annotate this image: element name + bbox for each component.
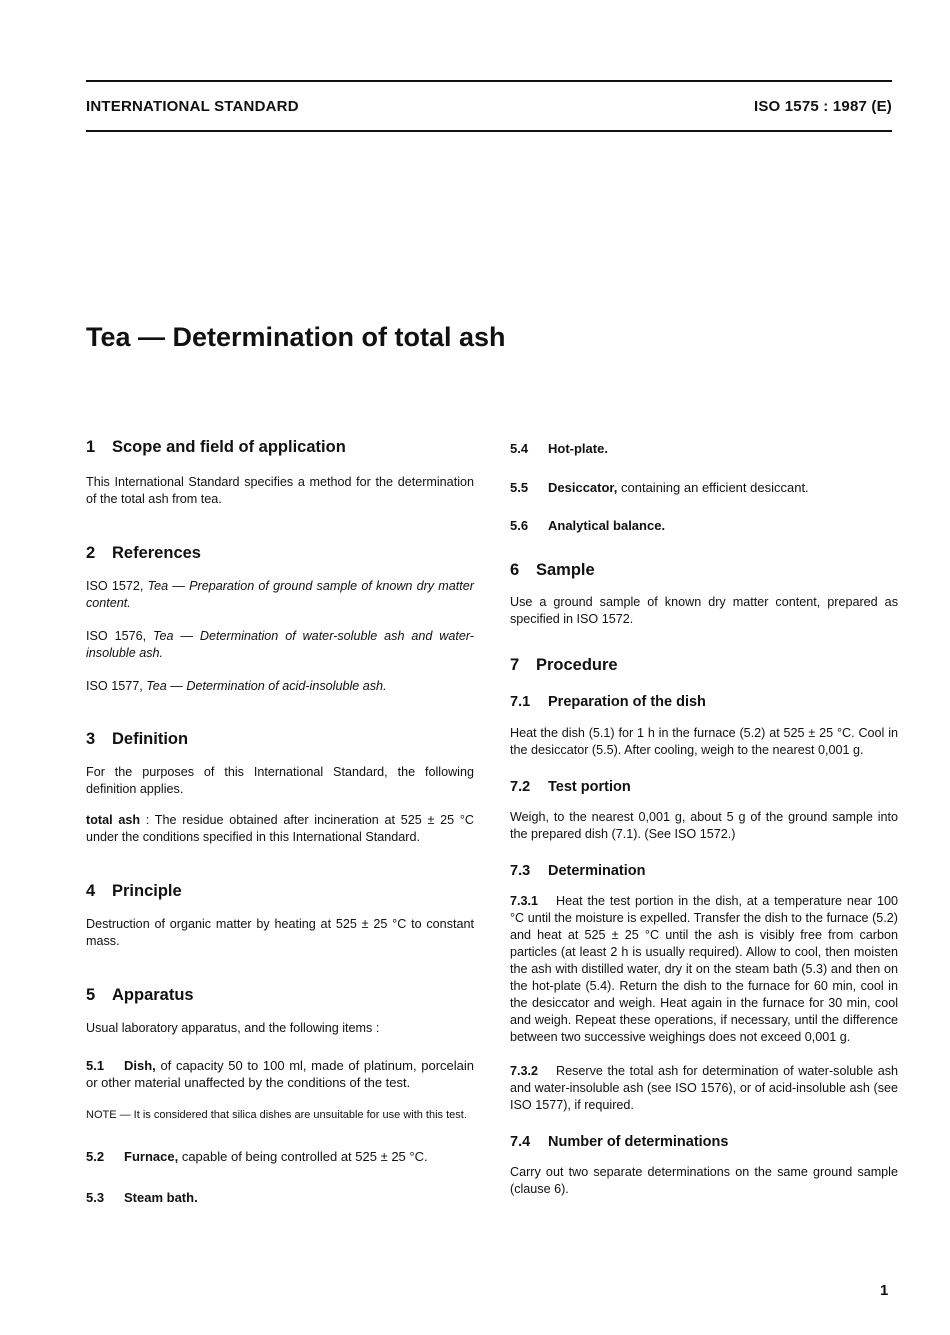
header-standard-type: INTERNATIONAL STANDARD (86, 98, 299, 115)
section-7-heading: 7 Procedure (510, 656, 618, 674)
section-7-4-text: Carry out two separate determinations on the same ground sample (clause 6). (510, 1165, 898, 1196)
header-standard-code: ISO 1575 : 1987 (E) (753, 98, 892, 115)
section-6-text: Use a ground sample of known dry matter content, prepared as specified in ISO 1572. (510, 595, 898, 626)
apparatus-balance: 5.6 Analytical balance. (510, 518, 666, 533)
section-5-heading: 5 Apparatus (86, 986, 194, 1004)
section-1-text: This International Standard specifies a method for the determination of the total ash from tea. (86, 475, 474, 506)
section-4-text: Destruction of organic matter by heating at 525 ± 25 °C to constant mass. (86, 917, 474, 948)
section-7-3-1-text: 7.3.1 Heat the test portion in the dish, at a temperature near 100 °C until the moisture is expelled. Transfer the dish to the furnace (5.2) and heat at 525 ± 25 °C until the ash is visibly free from carbon particles (at least 2 h is usually required). Allow to cool, then moisten the ash with distilled water, dry it on the steam bath (5.3) and then on the hot-plate (5.4). Return the dish to the furnace for 60 min, cool in the desiccator and weigh. Heat again in the furnace for 30 min, cool and weigh. Repeat these operations, if necessary, until the difference between two successive weighings does not exceed 0,001 g. (510, 894, 898, 1044)
apparatus-dish: 5.1 Dish, of capacity 50 to 100 ml, made of platinum, porcelain or other material unaffected by the conditions of the test. (86, 1058, 474, 1090)
section-7-4-heading: 7.4 Number of determinations (510, 1134, 729, 1150)
page-title: Tea — Determination of total ash (86, 322, 506, 352)
reference-iso-1576: ISO 1576, Tea — Determination of water-soluble ash and water-insoluble ash. (86, 629, 475, 660)
apparatus-furnace: 5.2 Furnace, capable of being controlled at 525 ± 25 °C. (86, 1149, 428, 1164)
right-column (510, 438, 898, 1198)
top-rule (86, 80, 892, 82)
apparatus-steam-bath: 5.3 Steam bath. (86, 1190, 198, 1205)
section-5-intro: Usual laboratory apparatus, and the following items : (86, 1021, 380, 1035)
apparatus-hot-plate: 5.4 Hot-plate. (510, 441, 608, 456)
left-column (86, 438, 474, 1206)
section-7-2-text: Weigh, to the nearest 0,001 g, about 5 g of the ground sample into the prepared dish (7.1). (See ISO 1572.) (510, 810, 898, 841)
section-7-3-heading: 7.3 Determination (510, 863, 646, 879)
apparatus-note: NOTE — It is considered that silica dishes are unsuitable for use with this test. (86, 1109, 467, 1121)
header-rule (86, 130, 892, 132)
reference-iso-1577: ISO 1577, Tea — Determination of acid-insoluble ash. (86, 679, 387, 693)
page-number: 1 (880, 1282, 889, 1299)
section-3-heading: 3 Definition (86, 730, 189, 748)
section-7-1-text: Heat the dish (5.1) for 1 h in the furnace (5.2) at 525 ± 25 °C. Cool in the desiccator (5.5). After cooling, weigh to the nearest 0,001 g. (510, 726, 898, 757)
section-6-heading: 6 Sample (510, 561, 595, 579)
section-7-3-2-text: 7.3.2 Reserve the total ash for determination of water-soluble ash and water-insoluble ash (see ISO 1576), or of acid-insoluble ash (see ISO 1577), if required. (510, 1064, 898, 1112)
section-1-heading: 1 Scope and field of application (86, 438, 346, 456)
section-3-intro: For the purposes of this International Standard, the following definition applies. (86, 765, 474, 796)
section-4-heading: 4 Principle (86, 882, 182, 900)
section-7-1-heading: 7.1 Preparation of the dish (510, 694, 706, 710)
section-7-2-heading: 7.2 Test portion (510, 779, 631, 795)
section-2-heading: 2 References (86, 544, 201, 562)
reference-iso-1572: ISO 1572, Tea — Preparation of ground sample of known dry matter content. (86, 579, 474, 610)
apparatus-desiccator: 5.5 Desiccator, containing an efficient desiccant. (510, 480, 809, 495)
definition-total-ash: total ash : The residue obtained after incineration at 525 ± 25 °C under the conditions specified in this International Standard. (86, 813, 474, 844)
